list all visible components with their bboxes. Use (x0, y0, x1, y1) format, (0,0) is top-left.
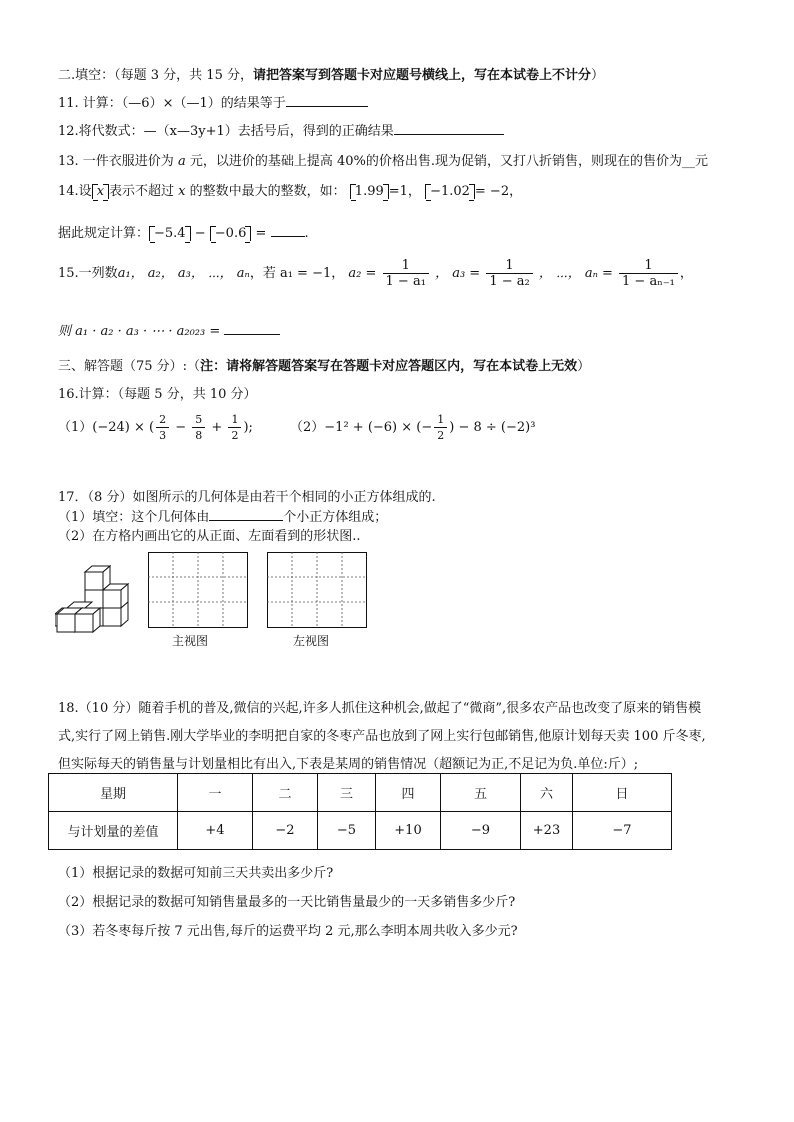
q17-p1-b: 个小正方体组成； (283, 510, 388, 525)
question-14-intro (58, 180, 522, 199)
table-cell: +23 (521, 812, 573, 850)
question-12 (58, 120, 504, 139)
q15-den3: 1 − a₂ (489, 274, 530, 289)
q15-an-lhs: ， ⋯， aₙ = (538, 266, 613, 281)
question-18-line3: 但实际每天的销售量与计划量相比有出入,下表是某周的销售情况（超额记为正,不足记为负.单位:斤）; (58, 757, 639, 772)
left-view-grid[interactable] (267, 552, 367, 628)
front-view-grid[interactable] (148, 552, 248, 628)
section2-title-bold: 请把答案写到答题卡对应题号横线上，写在本试卷上不计分 (252, 68, 591, 83)
table-cell: 六 (521, 774, 573, 812)
table-cell: 五 (441, 774, 521, 812)
q12-text: 12.将代数式：—（x—3y+1）去括号后，得到的正确结果 (58, 124, 394, 139)
q16-p1-n3: 1 (228, 412, 241, 428)
q16-p1-n2: 5 (192, 412, 205, 428)
q11-text: 11. 计算：（—6）×（—1）的结果等于 (58, 96, 286, 111)
table-row (49, 812, 672, 850)
question-17-part2: （2）在方格内画出它的从正面、左面看到的形状图.. (58, 529, 361, 544)
q14-calc-a: −5.4 (154, 226, 186, 241)
q14-calc-prefix: 据此规定计算： (58, 226, 150, 241)
q15-answer-blank (224, 322, 280, 335)
q16-p1-expr-a: (−24) × ( (92, 420, 155, 435)
q13-text-a: 13. 一件衣服进价为 (58, 154, 178, 169)
q16-p1-end: ); (243, 420, 253, 435)
q16-p1-label: （1） (58, 420, 93, 435)
q14-ex2-out: = −2， (474, 184, 523, 199)
q16-p1-n1: 2 (156, 412, 169, 428)
q14-intro-b: 表示不超过 (109, 184, 179, 199)
table-cell: 一 (178, 774, 253, 812)
fraction-an (619, 258, 678, 289)
q14-ex1-out: =1， (388, 184, 421, 199)
question-16-part2 (290, 412, 535, 443)
fraction (192, 412, 205, 443)
question-17-title: 17．（8 分）如图所示的几何体是由若干个相同的小正方体组成的. (58, 490, 436, 505)
question-18-sub3: （3）若冬枣每斤按 7 元出售,每斤的运费平均 2 元,那么李明本周共收入多少元? (58, 924, 518, 939)
q14-answer-blank (271, 224, 305, 237)
q16-p1-d1: 3 (159, 429, 167, 442)
question-16-title: 16.计算：（每题 5 分，共 10 分） (58, 387, 257, 402)
q14-calc-b: −0.6 (214, 226, 247, 241)
table-cell: +10 (376, 812, 441, 850)
table-cell: 三 (318, 774, 376, 812)
q14-intro-c: 的整数中最大的整数，如： (185, 184, 346, 199)
question-18-sub2: （2）根据记录的数据可知销售量最多的一天比销售量最少的一天多销售多少斤? (58, 895, 516, 910)
q14-ex2-in: −1.02 (430, 184, 470, 199)
table-cell: −5 (318, 812, 376, 850)
question-14-calc (58, 222, 309, 241)
question-18-sub1: （1）根据记录的数据可知前三天共卖出多少斤? (58, 866, 334, 881)
q16-p2-label: （2） (290, 420, 325, 435)
q15-denn: 1 − aₙ₋₁ (622, 274, 675, 289)
section2-title (58, 64, 604, 83)
floor-bracket (425, 184, 475, 199)
q15-a3-lhs: ， a₃ = (435, 266, 481, 281)
q13-var: a (177, 154, 186, 169)
section3-title (58, 355, 590, 374)
table-cell: +4 (178, 812, 253, 850)
q15-a2-lhs: a₂ = (348, 266, 377, 281)
table-cell: 星期 (49, 774, 178, 812)
front-view-label: 主视图 (172, 634, 209, 648)
fraction (156, 412, 169, 443)
question-17-part1 (58, 506, 387, 525)
question-15-seq (58, 258, 693, 289)
table-cell: −9 (441, 812, 521, 850)
question-11 (58, 92, 368, 111)
q16-p1-mid1: − (171, 420, 191, 435)
q12-answer-blank (394, 122, 504, 135)
floor-bracket (350, 184, 389, 199)
q13-text-b: 元，以进价的基础上提高 40%的价格出售.现为促销，又打八折销售，则现在的售价为__元 (185, 154, 709, 169)
table-cell: 四 (376, 774, 441, 812)
q15-seq: a₁， a₂， a₃， ⋯， aₙ (117, 266, 250, 281)
fraction (228, 412, 241, 443)
q14-intro-var2: x (178, 184, 186, 199)
table-cell: 日 (573, 774, 672, 812)
section2-title-end: ） (591, 68, 605, 83)
q15-then: 则 a₁ · a₂ · a₃ · ⋯ · a₂₀₂₃ = (58, 324, 221, 339)
floor-bracket (210, 226, 252, 241)
table-row (49, 774, 672, 812)
section3-title-bold: 注：请将解答题答案写在答题卡对应答题区内，写在本试卷上无效 (200, 359, 578, 374)
floor-bracket (149, 226, 191, 241)
table-cell: −2 (253, 812, 318, 850)
q11-answer-blank (286, 94, 368, 107)
fraction-a2 (383, 258, 429, 289)
section2-title-plain: 二.填空：（每题 3 分，共 15 分， (58, 68, 253, 83)
left-view-label: 左视图 (293, 634, 330, 648)
sales-table (48, 773, 672, 850)
q15-num: 1 (486, 258, 532, 274)
q15-end: ， (679, 266, 693, 281)
q16-p1-mid2: + (207, 420, 227, 435)
section3-title-plain: 三、解答题（75 分）:（ (58, 359, 201, 374)
q15-den2: 1 − a₁ (385, 274, 426, 289)
fraction (434, 412, 447, 443)
table-cell: 二 (253, 774, 318, 812)
q16-p2-d: 2 (437, 429, 445, 442)
question-13 (58, 150, 708, 169)
q16-p2-n: 1 (434, 412, 447, 428)
q16-p1-d2: 8 (195, 429, 203, 442)
q15-text-a: 15.一列数 (58, 266, 118, 281)
q16-p1-d3: 2 (231, 429, 239, 442)
fraction-a3 (486, 258, 532, 289)
q15-num: 1 (383, 258, 429, 274)
cube-solid-figure (55, 562, 135, 634)
q17-p1-a: （1）填空：这个几何体由 (58, 510, 210, 525)
q15-cond: ，若 a₁ = −1， (249, 266, 345, 281)
q15-num: 1 (619, 258, 678, 274)
q14-intro-var: x (96, 184, 105, 199)
table-cell: 与计划量的差值 (49, 812, 178, 850)
q16-p2-expr-a: −1² + (−6) × (− (324, 420, 433, 435)
q14-calc-minus: − (194, 226, 206, 241)
q14-calc-eq: = (255, 226, 267, 241)
floor-bracket (92, 184, 109, 199)
q17-answer-blank (209, 508, 283, 521)
question-18-line1: 18.（10 分）随着手机的普及,微信的兴起,许多人抓住这种机会,做起了“微商”,很多农产品也改变了原来的销售模 (58, 701, 702, 716)
q14-intro-a: 14.设 (58, 184, 92, 199)
section3-title-end: ） (577, 359, 591, 374)
question-18-line2: 式,实行了网上销售.刚大学毕业的李明把自家的冬枣产品也放到了网上实行包邮销售,他原计划每天卖 100 斤冬枣, (58, 729, 706, 744)
question-16-part1 (58, 412, 253, 443)
q14-ex1-in: 1.99 (354, 184, 384, 199)
table-cell: −7 (573, 812, 672, 850)
q16-p2-end: ) − 8 ÷ (−2)³ (449, 420, 536, 435)
q14-calc-end: . (304, 226, 309, 241)
question-15-product (58, 320, 280, 339)
